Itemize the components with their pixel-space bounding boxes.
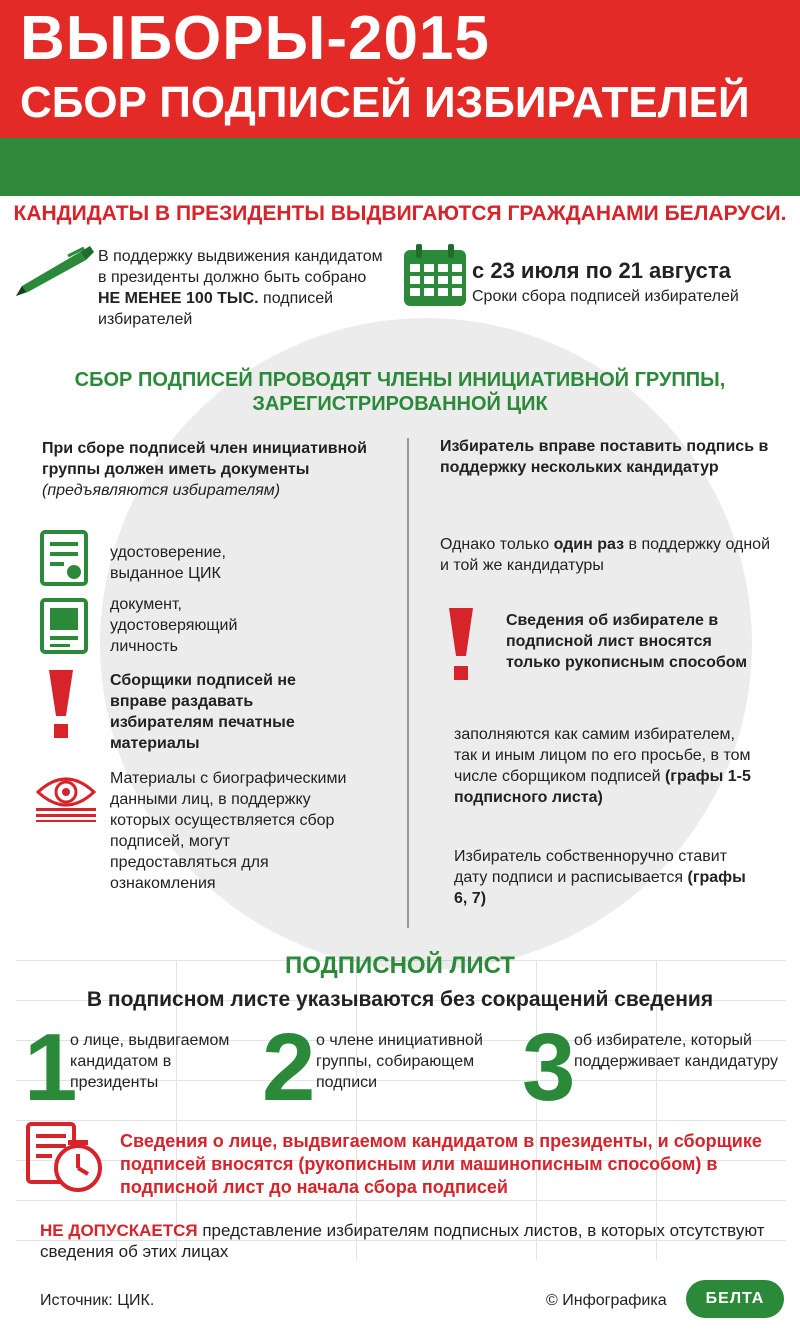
id-document-icon (40, 598, 90, 654)
page-title: ВЫБОРЫ-2015 (20, 4, 490, 73)
min-signatures-text: В поддержку выдвижения кандидатом в президенты должно быть собрано НЕ МЕНЕЕ 100 ТЫС. подписей избирателей (98, 248, 383, 328)
sheet-item-collector: о члене инициативной группы, собирающем подписи (316, 1032, 483, 1091)
credit-text: © Инфографика (546, 1292, 667, 1309)
pen-icon (14, 246, 96, 298)
sheet-item-candidate: о лице, выдвигаемом кандидатом в президенты (70, 1032, 230, 1091)
number-3: 3 (522, 1014, 576, 1121)
header-green-band (0, 138, 800, 196)
document-clock-icon (24, 1120, 108, 1194)
collection-dates-caption: Сроки сбора подписей избирателей (472, 288, 739, 305)
belta-logo-text: БЕЛТА (705, 1290, 765, 1307)
source-text: Источник: ЦИК. (40, 1292, 155, 1309)
filled-by-text: заполняются как самим избирателем, так и иным лицом по его просьбе, в том числе сборщиком подписей (графы 1-5 подписного листа) (454, 726, 751, 806)
collection-dates: с 23 июля по 21 августа (472, 258, 731, 283)
doc-item-identity: документ, удостоверяющий личность (110, 596, 238, 655)
section-title-initiative-group: СБОР ПОДПИСЕЙ ПРОВОДЯТ ЧЛЕНЫ ИНИЦИАТИВНОЙ ГРУППЫ, ЗАРЕГИСТРИРОВАННОЙ ЦИК (74, 369, 726, 415)
once-per-candidate-text: Однако только один раз в поддержку одной и той же кандидатуры (440, 536, 771, 574)
warning-no-printed-materials: Сборщики подписей не вправе раздавать избирателям печатные материалы (110, 672, 296, 752)
biographical-materials-text: Материалы с биографическими данными лиц, в поддержку которых осуществляется сбор подписей, могут предоставляться для ознакомления (110, 770, 347, 892)
not-allowed-text: НЕ ДОПУСКАЕТСЯ представление избирателям подписных листов, в которых отсутствуют сведения об этих лицах (40, 1221, 765, 1261)
info-before-collection-red: Сведения о лице, выдвигаемом кандидатом в президенты, и сборщике подписей вносятся (рукописным или машинописным способом) в подписной лист до начала сбора подписей (120, 1131, 762, 1197)
column-divider (407, 438, 409, 928)
calendar-icon (402, 242, 468, 308)
signature-sheet-subtitle: В подписном листе указываются без сокращений сведения (86, 988, 714, 1011)
doc-item-certificate: удостоверение, выданное ЦИК (110, 544, 226, 582)
exclamation-icon (46, 670, 76, 740)
voter-signs-text: Избиратель собственноручно ставит дату подписи и расписывается (графы 6, 7) (454, 848, 746, 907)
belta-logo (686, 1280, 784, 1318)
signature-sheet-title: ПОДПИСНОЙ ЛИСТ (285, 952, 515, 979)
exclamation-icon (446, 608, 476, 682)
eye-document-icon (34, 770, 98, 822)
candidates-subhead: КАНДИДАТЫ В ПРЕЗИДЕНТЫ ВЫДВИГАЮТСЯ ГРАЖДАНАМИ БЕЛАРУСИ. (13, 202, 787, 225)
handwritten-only-warning: Сведения об избирателе в подписной лист вносятся только рукописным способом (506, 612, 748, 671)
certificate-icon (40, 530, 90, 586)
documents-heading: При сборе подписей член инициативной группы должен иметь документы (предъявляются избирателям) (42, 440, 367, 499)
page-subtitle: СБОР ПОДПИСЕЙ ИЗБИРАТЕЛЕЙ (20, 78, 750, 127)
number-2: 2 (262, 1014, 316, 1121)
number-1: 1 (24, 1014, 78, 1121)
voter-may-sign-heading: Избиратель вправе поставить подпись в поддержку нескольких кандидатур (440, 438, 769, 476)
sheet-item-voter: об избирателе, который поддерживает кандидатуру (574, 1032, 778, 1070)
